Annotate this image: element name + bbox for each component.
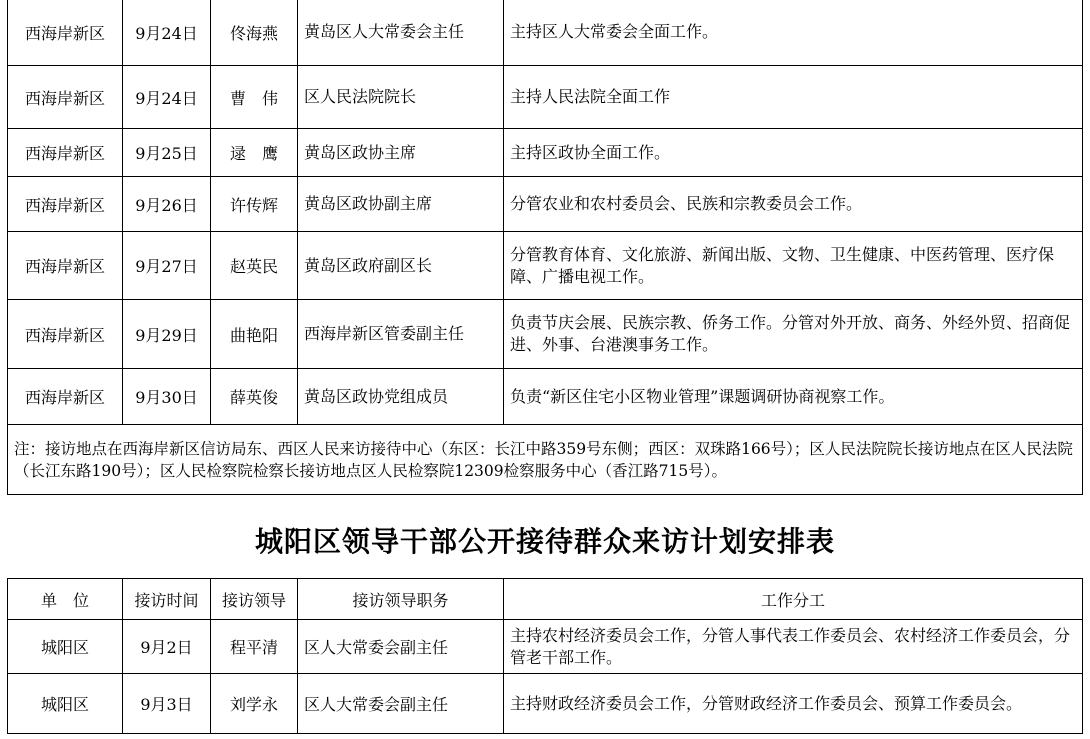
date-cell: 9月24日 [123,66,211,129]
header-work: 工作分工 [504,579,1083,620]
header-row [8,579,1083,620]
unit-cell: 西海岸新区 [8,66,123,129]
table-row [8,66,1083,129]
table-row [8,232,1083,300]
unit-cell: 西海岸新区 [8,177,123,232]
unit-cell: 西海岸新区 [8,369,123,425]
unit-cell: 西海岸新区 [8,129,123,177]
table-row [8,620,1083,674]
unit-cell: 西海岸新区 [8,300,123,369]
duty-cell: 区人大常委会副主任 [298,674,504,734]
work-cell: 主持区政协全面工作。 [504,129,1083,177]
leader-cell: 曲艳阳 [211,300,298,369]
leader-cell: 曹 伟 [211,66,298,129]
leader-cell: 许传辉 [211,177,298,232]
work-cell: 主持人民法院全面工作 [504,66,1083,129]
unit-cell: 西海岸新区 [8,0,123,66]
note-row [8,425,1083,495]
work-cell: 负责“新区住宅小区物业管理”课题调研协商视察工作。 [504,369,1083,425]
leader-cell: 赵英民 [211,232,298,300]
table-row [8,300,1083,369]
duty-cell: 区人民法院院长 [298,66,504,129]
leader-cell: 逯 鹰 [211,129,298,177]
header-unit: 单 位 [8,579,123,620]
date-cell: 9月27日 [123,232,211,300]
leader-cell: 薛英俊 [211,369,298,425]
table-row [8,674,1083,734]
leader-cell: 佟海燕 [211,0,298,66]
duty-cell: 黄岛区人大常委会主任 [298,0,504,66]
header-date: 接访时间 [123,579,211,620]
duty-cell: 黄岛区政府副区长 [298,232,504,300]
date-cell: 9月2日 [123,620,211,674]
date-cell: 9月3日 [123,674,211,734]
duty-cell: 黄岛区政协副主席 [298,177,504,232]
table-row [8,0,1083,66]
unit-cell: 城阳区 [8,674,123,734]
chengyang-schedule-table [7,578,1083,734]
work-cell: 分管农业和农村委员会、民族和宗教委员会工作。 [504,177,1083,232]
duty-cell: 西海岸新区管委副主任 [298,300,504,369]
work-cell: 分管教育体育、文化旅游、新闻出版、文物、卫生健康、中医药管理、医疗保障、广播电视工作。 [504,232,1083,300]
date-cell: 9月29日 [123,300,211,369]
unit-cell: 西海岸新区 [8,232,123,300]
page-title: 城阳区领导干部公开接待群众来访计划安排表 [254,525,835,558]
unit-cell: 城阳区 [8,620,123,674]
work-cell: 主持财政经济委员会工作，分管财政经济工作委员会、预算工作委员会。 [504,674,1083,734]
table-row [8,129,1083,177]
date-cell: 9月30日 [123,369,211,425]
header-leader: 接访领导 [211,579,298,620]
duty-cell: 区人大常委会副主任 [298,620,504,674]
work-cell: 主持农村经济委员会工作，分管人事代表工作委员会、农村经济工作委员会，分管老干部工作。 [504,620,1083,674]
duty-cell: 黄岛区政协主席 [298,129,504,177]
leader-cell: 刘学永 [211,674,298,734]
date-cell: 9月25日 [123,129,211,177]
duty-cell: 黄岛区政协党组成员 [298,369,504,425]
work-cell: 主持区人大常委会全面工作。 [504,0,1083,66]
table-row [8,369,1083,425]
work-cell: 负责节庆会展、民族宗教、侨务工作。分管对外开放、商务、外经外贸、招商促进、外事、台港澳事务工作。 [504,300,1083,369]
leader-cell: 程平清 [211,620,298,674]
header-duty: 接访领导职务 [298,579,504,620]
date-cell: 9月24日 [123,0,211,66]
west-coast-schedule-table [7,0,1083,495]
date-cell: 9月26日 [123,177,211,232]
table-row [8,177,1083,232]
table-note: 注：接访地点在西海岸新区信访局东、西区人民来访接待中心（东区：长江中路359号东侧；西区：双珠路166号）；区人民法院院长接访地点在区人民法院（长江东路190号）；区人民检察院检察长接访地点区人民检察院12309检察服务中心（香江路715号）。 [8,425,1083,495]
